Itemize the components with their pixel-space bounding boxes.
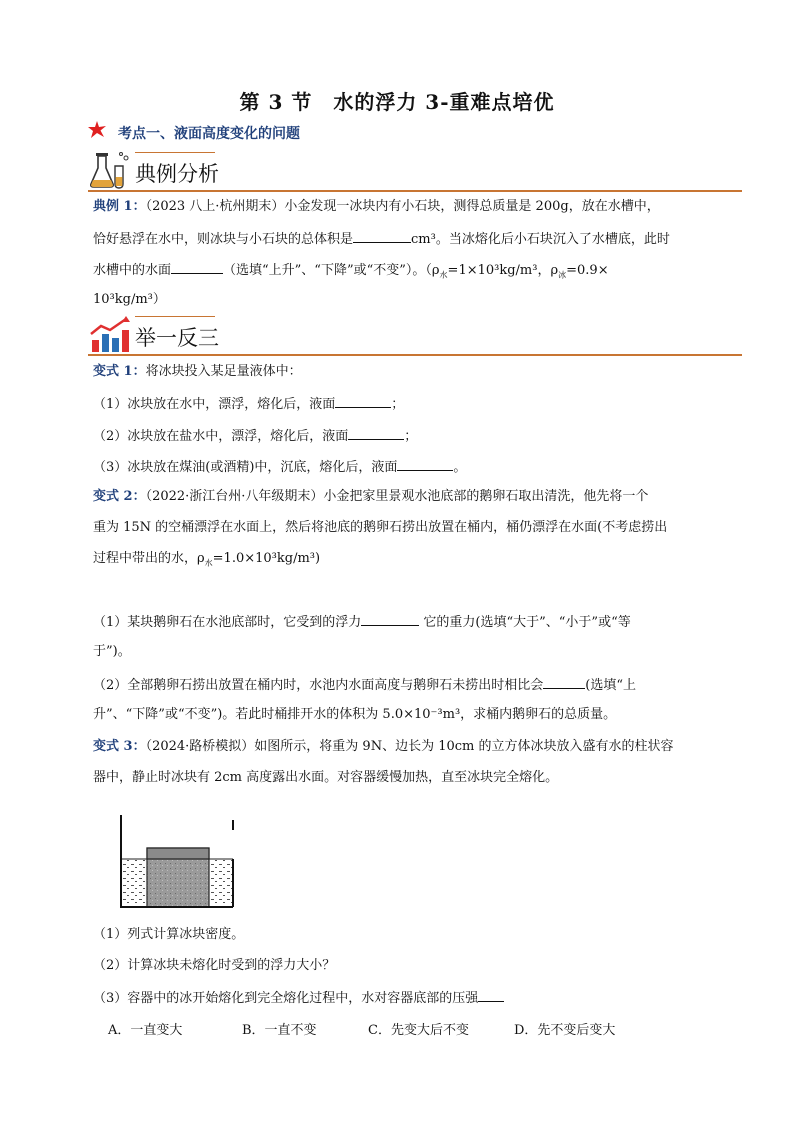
variant1-text: （2）冰块放在盐水中，漂浮，熔化后，液面: [93, 429, 349, 444]
variant1-text: ；: [404, 429, 418, 444]
variant2-text: =1.0×10³kg/m³): [212, 551, 321, 566]
example1-text: 水槽中的水面: [93, 263, 172, 278]
variant3-text: （3）容器中的冰开始熔化到完全熔化过程中，水对容器底部的压强: [93, 991, 479, 1006]
variant3-line2: 器中，静止时冰块有 2cm 高度露出水面。对容器缓慢加热，直至冰块完全熔化。: [93, 770, 559, 785]
subscript: 水: [204, 558, 213, 568]
example-section-header: [88, 150, 742, 192]
example1-text: =0.9×: [566, 263, 609, 278]
variant3-text: （2024·路桥模拟）如图所示，将重为 9N、边长为 10cm 的立方体冰块放入盛有水的柱状容: [145, 739, 674, 754]
variant1-text: （1）冰块放在水中，漂浮，熔化后，液面: [93, 397, 336, 412]
variant2-line3: [93, 549, 320, 574]
page-title: 第 3 节 水的浮力 3-重难点培优: [239, 90, 555, 114]
answer-blank[interactable]: [335, 393, 391, 408]
variant2-line2: 重为 15N 的空桶漂浮在水面上，然后将池底的鹅卵石捞出放置在桶内，桶仍漂浮在水面(不考虑捞出: [93, 520, 668, 535]
choice-a[interactable]: A．一直变大: [108, 1023, 183, 1038]
answer-blank[interactable]: [478, 987, 504, 1002]
variant2-line1: [93, 487, 648, 507]
example1-tag: 典例 1：: [93, 199, 146, 214]
example1-text: =1×10³kg/m³，ρ: [447, 263, 559, 278]
bar-chart-icon: [88, 316, 132, 354]
variant3-line1: [93, 737, 674, 757]
variant1-text: （3）冰块放在煤油(或酒精)中，沉底，熔化后，液面: [93, 460, 398, 475]
variant3-tag: 变式 3：: [93, 739, 146, 754]
answer-blank[interactable]: [397, 456, 453, 471]
variant1-tag: 变式 1：: [93, 364, 146, 379]
answer-blank[interactable]: [353, 228, 411, 243]
answer-blank[interactable]: [348, 425, 404, 440]
section-rule: [88, 190, 742, 192]
flask-icon: [88, 150, 132, 190]
example1-line3: [93, 259, 609, 286]
kaodian-heading: 考点一、液面高度变化的问题: [118, 126, 300, 142]
variant2-text: （1）某块鹅卵石在水池底部时，它受到的浮力: [93, 615, 362, 630]
example1-text: cm³。当冰熔化后小石块沉入了水槽底，此时: [411, 232, 670, 247]
answer-blank[interactable]: [361, 611, 419, 626]
variant3-q1: （1）列式计算冰块密度。: [93, 927, 245, 942]
variant2-q2: [93, 674, 636, 696]
variant2-text: 它的重力(选填“大于”、“小于”或“等: [419, 615, 631, 630]
variant2-q2-cont: 升”、“下降”或“不变”)。若此时桶排开水的体积为 5.0×10⁻³m³，求桶内鹅卵石的总质量。: [93, 707, 617, 722]
example1-line1: [93, 197, 660, 217]
variant3-q3: [93, 987, 504, 1009]
answer-blank[interactable]: [543, 674, 585, 689]
variant2-text: （2）全部鹅卵石捞出放置在桶内时，水池内水面高度与鹅卵石未捞出时相比会: [93, 678, 544, 693]
section-rule: [88, 354, 742, 356]
variant2-q1: [93, 611, 631, 633]
variant2-text: 过程中带出的水，ρ: [93, 551, 205, 566]
example1-text: 恰好悬浮在水中，则冰块与小石块的总体积是: [93, 232, 354, 247]
variant3-q2: （2）计算冰块未熔化时受到的浮力大小？: [93, 958, 336, 973]
practice-section-title: 举一反三: [135, 326, 219, 350]
variant1-text: 。: [453, 460, 467, 475]
variant1-item2: [93, 425, 417, 447]
red-star-icon: [88, 121, 106, 139]
variant1-item3: [93, 456, 466, 478]
variant2-q1-cont: 于”)。: [93, 644, 131, 659]
ice-block-container-diagram: [114, 812, 240, 912]
choice-c[interactable]: C．先变大后不变: [368, 1023, 469, 1038]
variant1-text: ；: [391, 397, 405, 412]
variant1-text: 将冰块投入某足量液体中：: [145, 364, 302, 379]
example1-line4: 10³kg/m³）: [93, 292, 166, 307]
choice-b[interactable]: B．一直不变: [242, 1023, 317, 1038]
variant2-text: (选填“上: [585, 678, 636, 693]
example-section-title: 典例分析: [135, 162, 219, 186]
practice-section-header: [88, 314, 742, 356]
subscript: 水: [439, 270, 448, 280]
example1-text: （2023 八上·杭州期末）小金发现一冰块内有小石块，测得总质量是 200g，放在水槽中，: [145, 199, 660, 214]
example1-line2: [93, 228, 670, 250]
choice-d[interactable]: D．先不变后变大: [514, 1023, 616, 1038]
variant1-item1: [93, 393, 404, 415]
variant2-text: （2022·浙江台州·八年级期末）小金把家里景观水池底部的鹅卵石取出清洗，他先将一个: [145, 489, 649, 504]
answer-blank[interactable]: [171, 259, 223, 274]
subscript: 冰: [558, 270, 567, 280]
variant2-tag: 变式 2：: [93, 489, 146, 504]
example1-text: （选填“上升”、“下降”或“不变”）。（ρ: [223, 263, 440, 278]
variant1-intro: [93, 362, 302, 382]
